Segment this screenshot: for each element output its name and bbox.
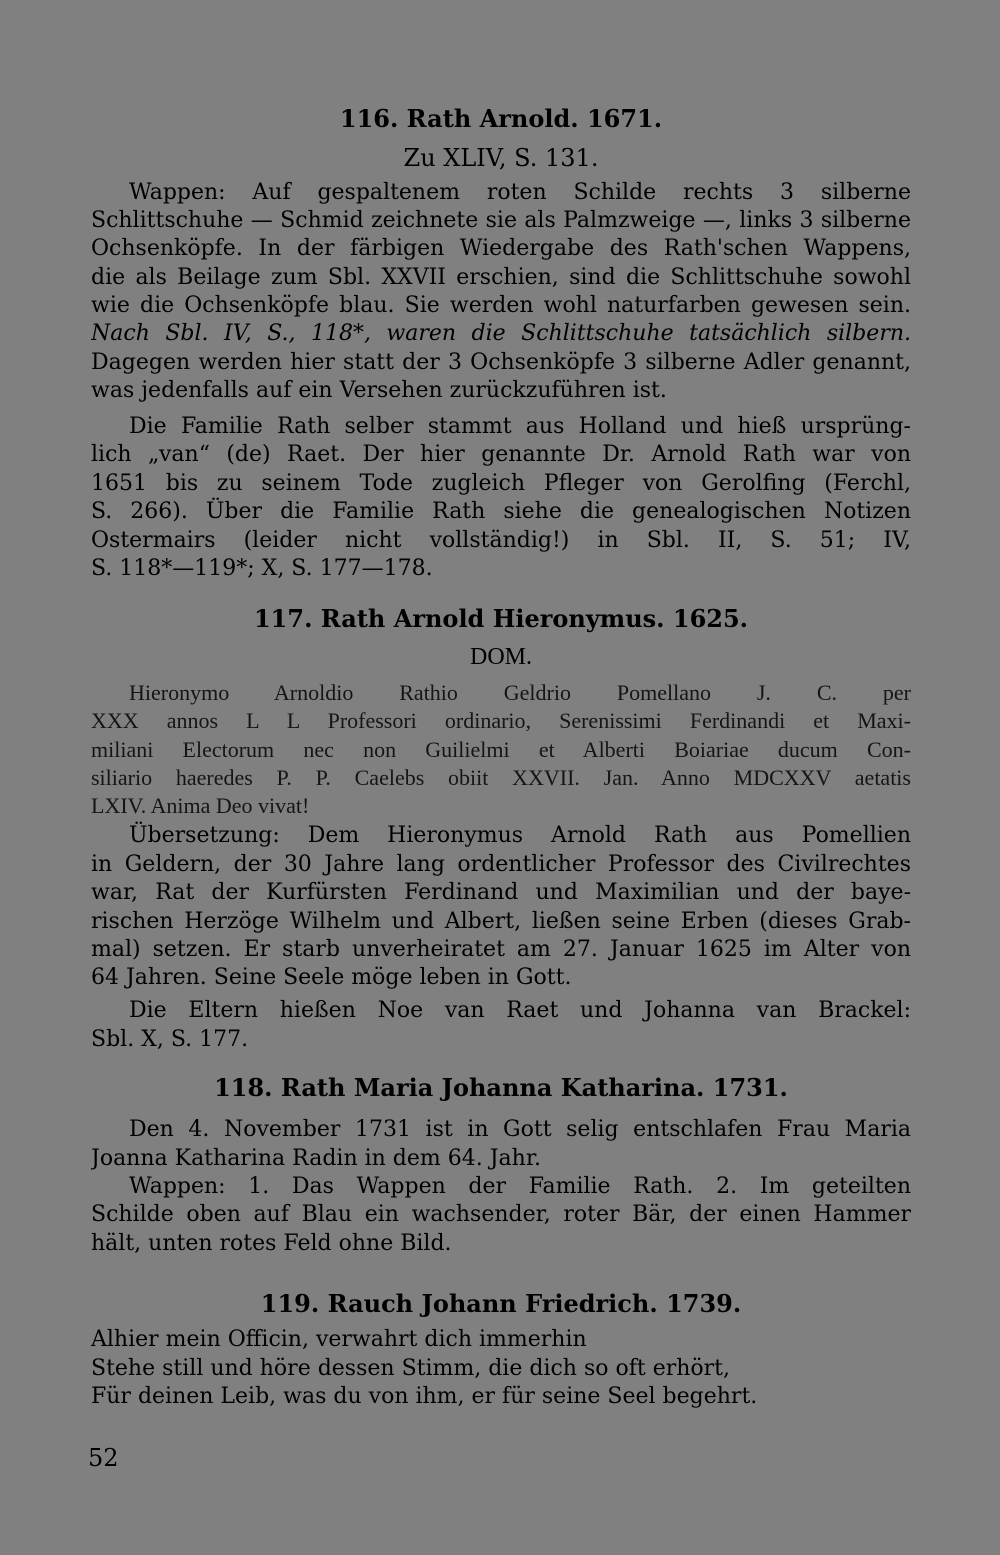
- latin-inscription-line: Hieronymo Arnoldio Rathio Geldrio Pomellano J. C. per: [129, 680, 911, 705]
- entry-118-heading: 118. Rath Maria Johanna Katharina. 1731.: [214, 1073, 788, 1102]
- entry-119-verse-line: Für deinen Leib, was du von ihm, er für seine Seel begehrt.: [91, 1384, 758, 1409]
- latin-inscription-line: XXX annos L L Professori ordinario, Serenissimi Ferdinandi et Maxi-: [91, 708, 911, 733]
- entry-116-line: S. 118*—119*; X, S. 177—178.: [91, 556, 433, 581]
- entry-118-line: Schilde oben auf Blau ein wachsender, roter Bär, der einen Hammer: [91, 1202, 911, 1227]
- entry-116-line: Ochsenköpfe. In der färbigen Wiedergabe des Rath'schen Wappens,: [91, 236, 911, 261]
- entry-116-line: wie die Ochsenköpfe blau. Sie werden wohl naturfarben gewesen sein.: [91, 293, 911, 318]
- entry-117-line: mal) setzen. Er starb unverheiratet am 27. Januar 1625 im Alter von: [91, 937, 911, 962]
- entry-116-subheading: Zu XLIV, S. 131.: [403, 144, 599, 172]
- entry-118-line: hält, unten rotes Feld ohne Bild.: [91, 1231, 452, 1256]
- entry-116-line: Die Familie Rath selber stammt aus Holland und hieß ursprüng-: [129, 414, 911, 439]
- latin-inscription-line: siliario haeredes P. P. Caelebs obiit XXVII. Jan. Anno MDCXXV aetatis: [91, 765, 911, 790]
- entry-116-line: S. 266). Über die Familie Rath siehe die genealogischen Notizen: [91, 499, 911, 524]
- page-number: 52: [88, 1444, 119, 1472]
- entry-117-line: Sbl. X, S. 177.: [91, 1027, 249, 1052]
- entry-119-verse-line: Alhier mein Officin, verwahrt dich immerhin: [91, 1327, 587, 1352]
- latin-inscription-line: miliani Electorum nec non Guilielmi et Alberti Boiariae ducum Con-: [91, 737, 911, 762]
- entry-117-line: 64 Jahren. Seine Seele möge leben in Gott.: [91, 965, 572, 990]
- entry-118-line: Den 4. November 1731 ist in Gott selig entschlafen Frau Maria: [129, 1117, 911, 1142]
- entry-118-line: Wappen: 1. Das Wappen der Familie Rath. 2. Im geteilten: [129, 1174, 911, 1199]
- entry-117-line: rischen Herzöge Wilhelm und Albert, ließen seine Erben (dieses Grab-: [91, 909, 911, 934]
- entry-116-line: Nach Sbl. IV, S., 118*, waren die Schlittschuhe tatsächlich silbern.: [91, 321, 911, 346]
- entry-116-heading: 116. Rath Arnold. 1671.: [339, 104, 663, 133]
- latin-inscription-line: LXIV. Anima Deo vivat!: [91, 793, 310, 818]
- entry-117-line: Übersetzung: Dem Hieronymus Arnold Rath aus Pomellien: [129, 823, 911, 848]
- entry-116-line: 1651 bis zu seinem Tode zugleich Pfleger von Gerolfing (Ferchl,: [91, 471, 911, 496]
- entry-116-line: Ostermairs (leider nicht vollständig!) in Sbl. II, S. 51; IV,: [91, 528, 911, 553]
- entry-116-line: lich „van“ (de) Raet. Der hier genannte Dr. Arnold Rath war von: [91, 442, 911, 467]
- entry-117-subheading: DOM.: [469, 644, 532, 670]
- entry-118-line: Joanna Katharina Radin in dem 64. Jahr.: [91, 1146, 541, 1171]
- entry-117-line: Die Eltern hießen Noe van Raet und Johanna van Brackel:: [129, 998, 911, 1023]
- entry-116-line: die als Beilage zum Sbl. XXVII erschien, sind die Schlittschuhe sowohl: [91, 265, 911, 290]
- entry-116-line: Schlittschuhe — Schmid zeichnete sie als Palmzweige —, links 3 silberne: [91, 208, 911, 233]
- entry-119-verse-line: Stehe still und höre dessen Stimm, die dich so oft erhört,: [91, 1356, 731, 1381]
- entry-119-heading: 119. Rauch Johann Friedrich. 1739.: [260, 1289, 742, 1318]
- entry-117-line: in Geldern, der 30 Jahre lang ordentlicher Professor des Civilrechtes: [91, 852, 911, 877]
- entry-117-line: war, Rat der Kurfürsten Ferdinand und Maximilian und der baye-: [91, 880, 911, 905]
- entry-116-line: was jedenfalls auf ein Versehen zurückzuführen ist.: [91, 378, 667, 403]
- entry-117-heading: 117. Rath Arnold Hieronymus. 1625.: [253, 604, 749, 633]
- entry-116-line: Dagegen werden hier statt der 3 Ochsenköpfe 3 silberne Adler genannt,: [91, 350, 911, 375]
- entry-116-line: Wappen: Auf gespaltenem roten Schilde rechts 3 silberne: [129, 180, 911, 205]
